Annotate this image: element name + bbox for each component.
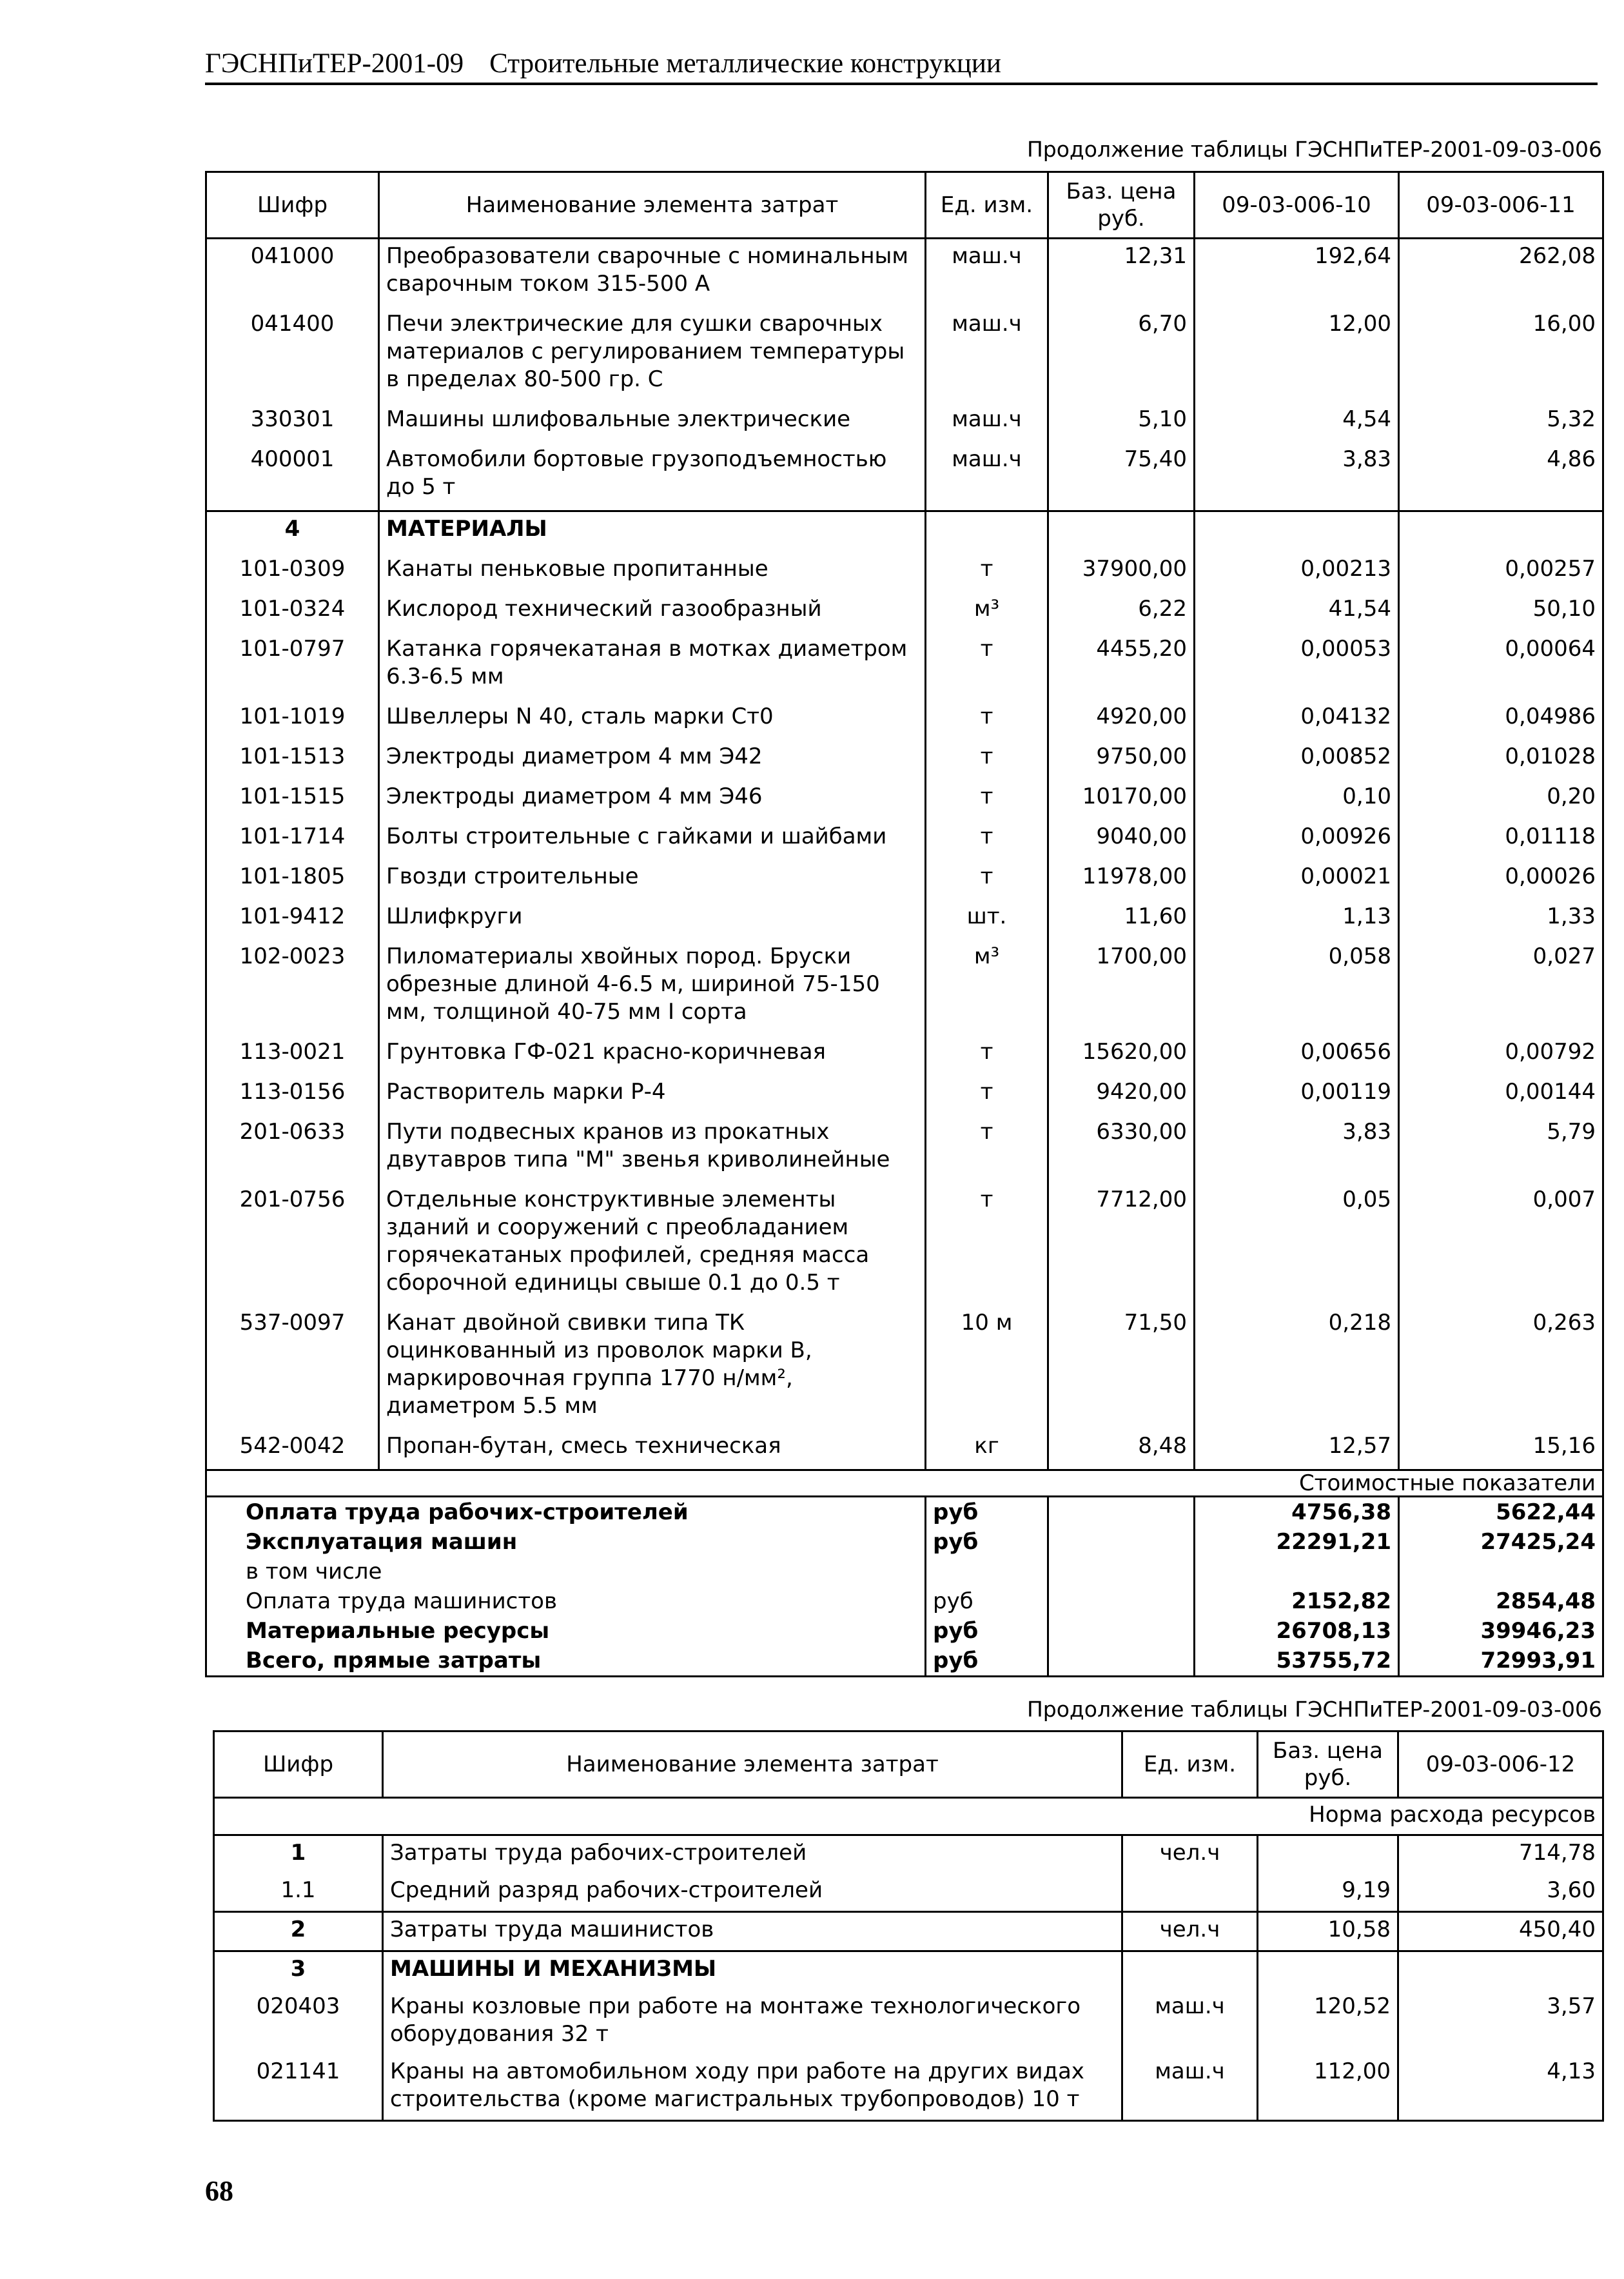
table2-header: [214, 1731, 1603, 1798]
row-code: 201-0633: [206, 1115, 379, 1183]
row-price: 9420,00: [1048, 1075, 1195, 1115]
row-unit: м³: [926, 592, 1048, 632]
row-unit: т: [926, 632, 1048, 700]
table1-cost-label-body: [206, 1470, 1603, 1497]
row-code: 020403: [214, 1989, 383, 2055]
row-norm-11: 0,00064: [1399, 632, 1603, 700]
table-row: [206, 1183, 1603, 1306]
col-code-header: Шифр: [206, 172, 379, 239]
row-price: 71,50: [1048, 1306, 1195, 1429]
summary-row: [206, 1586, 1603, 1616]
row-norm-10: 0,05: [1195, 1183, 1399, 1306]
row-unit: т: [926, 1035, 1048, 1075]
table-row: [206, 307, 1603, 402]
table-row: [214, 2055, 1603, 2121]
row-name: Шлифкруги: [379, 900, 926, 940]
col-name-header: Наименование элемента затрат: [383, 1731, 1122, 1798]
row-price: 6,70: [1048, 307, 1195, 402]
row-norm-12: 450,40: [1398, 1912, 1603, 1951]
row-code: 101-1515: [206, 780, 379, 820]
row-norm-10: 0,058: [1195, 940, 1399, 1035]
summary-norm-10: [1195, 1557, 1399, 1586]
row-price: 7712,00: [1048, 1183, 1195, 1306]
summary-norm-10: 4756,38: [1195, 1497, 1399, 1528]
row-norm-11: 1,33: [1399, 900, 1603, 940]
row-code: 330301: [206, 402, 379, 442]
row-code: 201-0756: [206, 1183, 379, 1306]
row-code: 021141: [214, 2055, 383, 2121]
row-unit: 10 м: [926, 1306, 1048, 1429]
table-row: [206, 552, 1603, 592]
section-number: 4: [206, 511, 379, 553]
row-name: Затраты труда машинистов: [383, 1912, 1122, 1951]
row-price: 5,10: [1048, 402, 1195, 442]
row-code: 2: [214, 1912, 383, 1951]
summary-price: [1048, 1616, 1195, 1646]
row-code: 400001: [206, 442, 379, 511]
row-norm-11: 0,01028: [1399, 740, 1603, 780]
row-norm-10: 12,57: [1195, 1429, 1399, 1470]
row-norm-11: 16,00: [1399, 307, 1603, 402]
row-unit: т: [926, 780, 1048, 820]
row-price: 10170,00: [1048, 780, 1195, 820]
row-unit: м³: [926, 940, 1048, 1035]
row-unit: маш.ч: [926, 239, 1048, 308]
table-row: [206, 1115, 1603, 1183]
row-unit: т: [926, 1115, 1048, 1183]
row-norm-11: 4,86: [1399, 442, 1603, 511]
table-row: [206, 1306, 1603, 1429]
table-row: [206, 632, 1603, 700]
row-code: 1: [214, 1835, 383, 1874]
row-norm-10: 0,00213: [1195, 552, 1399, 592]
table-row: [206, 860, 1603, 900]
summary-label: Оплата труда рабочих-строителей: [206, 1497, 926, 1528]
row-name: Болты строительные с гайками и шайбами: [379, 820, 926, 860]
row-code: 101-1513: [206, 740, 379, 780]
row-code: 101-9412: [206, 900, 379, 940]
row-norm-12: [1398, 1951, 1603, 1990]
row-name: Краны козловые при работе на монтаже технологического оборудования 32 т: [383, 1989, 1122, 2055]
summary-row: [206, 1557, 1603, 1586]
row-code: 101-0324: [206, 592, 379, 632]
row-unit: т: [926, 820, 1048, 860]
row-norm-10: 4,54: [1195, 402, 1399, 442]
table2-norm-label-body: [214, 1798, 1603, 1835]
row-norm-10: 0,00021: [1195, 860, 1399, 900]
row-name: Канаты пеньковые пропитанные: [379, 552, 926, 592]
page-number: 68: [205, 2175, 233, 2207]
row-name: Отдельные конструктивные элементы зданий и сооружений с преобладанием горячекатаных профилей, средняя масса сборочной единицы свыше 0.1 до 0.5 т: [379, 1183, 926, 1306]
table-row: [206, 740, 1603, 780]
row-price: 4920,00: [1048, 700, 1195, 740]
table-row: [206, 900, 1603, 940]
resource-table-1: [205, 171, 1604, 1677]
summary-row: [206, 1616, 1603, 1646]
row-unit: [1122, 1951, 1258, 1990]
table-row: [206, 442, 1603, 511]
row-price: 4455,20: [1048, 632, 1195, 700]
summary-unit: [926, 1557, 1048, 1586]
summary-norm-11: 5622,44: [1399, 1497, 1603, 1528]
row-norm-11: 0,007: [1399, 1183, 1603, 1306]
row-norm-12: 3,57: [1398, 1989, 1603, 2055]
col-norm-12-header: 09-03-006-12: [1398, 1731, 1603, 1798]
row-unit: маш.ч: [926, 307, 1048, 402]
row-name: Растворитель марки Р-4: [379, 1075, 926, 1115]
table1-summary-body: [206, 1497, 1603, 1677]
row-unit: т: [926, 740, 1048, 780]
summary-price: [1048, 1586, 1195, 1616]
row-norm-10: 3,83: [1195, 1115, 1399, 1183]
row-price: 6,22: [1048, 592, 1195, 632]
table-row: [206, 700, 1603, 740]
row-norm-10: 192,64: [1195, 239, 1399, 308]
row-code: 102-0023: [206, 940, 379, 1035]
summary-norm-11: 72993,91: [1399, 1646, 1603, 1677]
section-row-materials: [206, 511, 1603, 553]
table-row: [206, 1035, 1603, 1075]
row-unit: шт.: [926, 900, 1048, 940]
summary-norm-10: 22291,21: [1195, 1527, 1399, 1557]
col-name-header: Наименование элемента затрат: [379, 172, 926, 239]
row-price: 8,48: [1048, 1429, 1195, 1470]
row-name: Машины шлифовальные электрические: [379, 402, 926, 442]
row-norm-11: 0,04986: [1399, 700, 1603, 740]
row-norm-11: 0,027: [1399, 940, 1603, 1035]
summary-norm-10: 53755,72: [1195, 1646, 1399, 1677]
row-price: 9040,00: [1048, 820, 1195, 860]
row-norm-10: 3,83: [1195, 442, 1399, 511]
row-price: 12,31: [1048, 239, 1195, 308]
row-price: [1258, 1951, 1398, 1990]
row-price: 75,40: [1048, 442, 1195, 511]
row-code: 101-1019: [206, 700, 379, 740]
summary-label: Материальные ресурсы: [206, 1616, 926, 1646]
row-unit: чел.ч: [1122, 1912, 1258, 1951]
row-norm-11: 50,10: [1399, 592, 1603, 632]
row-unit: маш.ч: [1122, 1989, 1258, 2055]
summary-label: в том числе: [206, 1557, 926, 1586]
col-price-header: Баз. цена руб.: [1048, 172, 1195, 239]
col-unit-header: Ед. изм.: [1122, 1731, 1258, 1798]
row-norm-10: 12,00: [1195, 307, 1399, 402]
row-name: Электроды диаметром 4 мм Э46: [379, 780, 926, 820]
row-unit: [1122, 1873, 1258, 1912]
row-unit: кг: [926, 1429, 1048, 1470]
col-norm-10-header: 09-03-006-10: [1195, 172, 1399, 239]
row-norm-11: 5,79: [1399, 1115, 1603, 1183]
row-unit: т: [926, 1183, 1048, 1306]
row-code: 113-0021: [206, 1035, 379, 1075]
cost-indicators-label: Стоимостные показатели: [206, 1470, 1603, 1497]
row-norm-10: 1,13: [1195, 900, 1399, 940]
summary-row: [206, 1497, 1603, 1528]
row-code: 101-1714: [206, 820, 379, 860]
summary-label: Оплата труда машинистов: [206, 1586, 926, 1616]
row-unit: маш.ч: [926, 442, 1048, 511]
summary-label: Эксплуатация машин: [206, 1527, 926, 1557]
summary-unit: руб: [926, 1616, 1048, 1646]
table2-body: [214, 1835, 1603, 2121]
row-norm-11: 0,01118: [1399, 820, 1603, 860]
row-norm-10: 0,00852: [1195, 740, 1399, 780]
row-price: 6330,00: [1048, 1115, 1195, 1183]
section-title: МАТЕРИАЛЫ: [379, 511, 926, 553]
summary-price: [1048, 1527, 1195, 1557]
row-norm-12: 4,13: [1398, 2055, 1603, 2121]
col-price-header: Баз. цена руб.: [1258, 1731, 1398, 1798]
row-code: 1.1: [214, 1873, 383, 1912]
row-name: Кислород технический газообразный: [379, 592, 926, 632]
row-price: [1258, 1835, 1398, 1874]
row-code: 113-0156: [206, 1075, 379, 1115]
row-name: Катанка горячекатаная в мотках диаметром 6.3-6.5 мм: [379, 632, 926, 700]
row-name: Пиломатериалы хвойных пород. Бруски обрезные длиной 4-6.5 м, шириной 75-150 мм, толщиной 40-75 мм I сорта: [379, 940, 926, 1035]
summary-norm-11: 39946,23: [1399, 1616, 1603, 1646]
row-norm-10: 0,10: [1195, 780, 1399, 820]
table1-header: [206, 172, 1603, 239]
row-code: 537-0097: [206, 1306, 379, 1429]
row-code: 041400: [206, 307, 379, 402]
summary-row: [206, 1646, 1603, 1677]
row-unit: маш.ч: [926, 402, 1048, 442]
table2-continuation-caption: Продолжение таблицы ГЭСНПиТЕР-2001-09-03-006: [1026, 1697, 1602, 1722]
row-name: Краны на автомобильном ходу при работе на других видах строительства (кроме магистральных трубопроводов) 10 т: [383, 2055, 1122, 2121]
table-row: [214, 1912, 1603, 1951]
summary-unit: руб: [926, 1646, 1048, 1677]
table1-machines-body: [206, 239, 1603, 511]
row-name: Средний разряд рабочих-строителей: [383, 1873, 1122, 1912]
row-norm-10: 0,00119: [1195, 1075, 1399, 1115]
row-name: Швеллеры N 40, сталь марки Ст0: [379, 700, 926, 740]
row-norm-11: 0,00792: [1399, 1035, 1603, 1075]
table-row: [214, 1873, 1603, 1912]
summary-price: [1048, 1497, 1195, 1528]
row-norm-10: 0,00656: [1195, 1035, 1399, 1075]
row-price: 11,60: [1048, 900, 1195, 940]
row-code: 542-0042: [206, 1429, 379, 1470]
row-norm-12: 714,78: [1398, 1835, 1603, 1874]
section-row-machines: [214, 1951, 1603, 1990]
row-name: Электроды диаметром 4 мм Э42: [379, 740, 926, 780]
col-norm-11-header: 09-03-006-11: [1399, 172, 1603, 239]
row-name: Печи электрические для сушки сварочных материалов с регулированием температуры в пределах 80-500 гр. С: [379, 307, 926, 402]
row-name: Затраты труда рабочих-строителей: [383, 1835, 1122, 1874]
row-price: 1700,00: [1048, 940, 1195, 1035]
row-norm-12: 3,60: [1398, 1873, 1603, 1912]
row-price: 11978,00: [1048, 860, 1195, 900]
row-price: 9750,00: [1048, 740, 1195, 780]
summary-price: [1048, 1557, 1195, 1586]
row-price: 10,58: [1258, 1912, 1398, 1951]
row-price: 120,52: [1258, 1989, 1398, 2055]
table-row: [206, 780, 1603, 820]
row-norm-11: 0,00144: [1399, 1075, 1603, 1115]
row-price: 37900,00: [1048, 552, 1195, 592]
row-code: 041000: [206, 239, 379, 308]
row-norm-11: 5,32: [1399, 402, 1603, 442]
row-norm-10: 0,218: [1195, 1306, 1399, 1429]
section-number: 3: [214, 1951, 383, 1990]
summary-norm-10: 2152,82: [1195, 1586, 1399, 1616]
row-norm-11: 15,16: [1399, 1429, 1603, 1470]
table-row: [206, 402, 1603, 442]
row-name: Пропан-бутан, смесь техническая: [379, 1429, 926, 1470]
document-code: ГЭСНПиТЕР-2001-09: [205, 48, 464, 79]
section-title: МАШИНЫ И МЕХАНИЗМЫ: [383, 1951, 1122, 1990]
row-name: Преобразователи сварочные с номинальным сварочным током 315-500 А: [379, 239, 926, 308]
table-row: [214, 1835, 1603, 1874]
summary-label: Всего, прямые затраты: [206, 1646, 926, 1677]
table-row: [206, 239, 1603, 308]
table1-continuation-caption: Продолжение таблицы ГЭСНПиТЕР-2001-09-03-006: [1026, 137, 1602, 162]
table-row: [214, 1989, 1603, 2055]
table-row: [206, 592, 1603, 632]
row-name: Гвозди строительные: [379, 860, 926, 900]
table-row: [206, 1429, 1603, 1470]
row-price: 15620,00: [1048, 1035, 1195, 1075]
row-unit: маш.ч: [1122, 2055, 1258, 2121]
table1-materials-body: [206, 511, 1603, 1470]
row-name: Канат двойной свивки типа ТК оцинкованный из проволок марки В, маркировочная группа 1770 н/мм², диаметром 5.5 мм: [379, 1306, 926, 1429]
row-norm-11: 0,20: [1399, 780, 1603, 820]
summary-norm-11: [1399, 1557, 1603, 1586]
row-unit: т: [926, 860, 1048, 900]
resource-table-2: [213, 1730, 1604, 2122]
row-name: Пути подвесных кранов из прокатных двутавров типа "М" звенья криволинейные: [379, 1115, 926, 1183]
row-code: 101-0797: [206, 632, 379, 700]
summary-norm-11: 2854,48: [1399, 1586, 1603, 1616]
table-row: [206, 820, 1603, 860]
summary-norm-11: 27425,24: [1399, 1527, 1603, 1557]
row-unit: т: [926, 1075, 1048, 1115]
document-title: Строительные металлические конструкции: [489, 48, 1001, 79]
summary-norm-10: 26708,13: [1195, 1616, 1399, 1646]
summary-row: [206, 1527, 1603, 1557]
col-code-header: Шифр: [214, 1731, 383, 1798]
row-norm-11: 0,00026: [1399, 860, 1603, 900]
row-norm-10: 0,00053: [1195, 632, 1399, 700]
row-code: 101-0309: [206, 552, 379, 592]
summary-unit: руб: [926, 1527, 1048, 1557]
running-header: [205, 45, 1598, 85]
row-unit: т: [926, 552, 1048, 592]
row-norm-11: 0,00257: [1399, 552, 1603, 592]
row-name: Грунтовка ГФ-021 красно-коричневая: [379, 1035, 926, 1075]
row-code: 101-1805: [206, 860, 379, 900]
norm-label: Норма расхода ресурсов: [214, 1798, 1603, 1835]
row-price: 112,00: [1258, 2055, 1398, 2121]
table-row: [206, 1075, 1603, 1115]
row-norm-11: 262,08: [1399, 239, 1603, 308]
summary-unit: руб: [926, 1586, 1048, 1616]
row-unit: т: [926, 700, 1048, 740]
col-unit-header: Ед. изм.: [926, 172, 1048, 239]
row-name: Автомобили бортовые грузоподъемностью до 5 т: [379, 442, 926, 511]
row-norm-11: 0,263: [1399, 1306, 1603, 1429]
row-unit: чел.ч: [1122, 1835, 1258, 1874]
summary-price: [1048, 1646, 1195, 1677]
row-norm-10: 0,04132: [1195, 700, 1399, 740]
table-row: [206, 940, 1603, 1035]
row-norm-10: 0,00926: [1195, 820, 1399, 860]
summary-unit: руб: [926, 1497, 1048, 1528]
row-price: 9,19: [1258, 1873, 1398, 1912]
row-norm-10: 41,54: [1195, 592, 1399, 632]
